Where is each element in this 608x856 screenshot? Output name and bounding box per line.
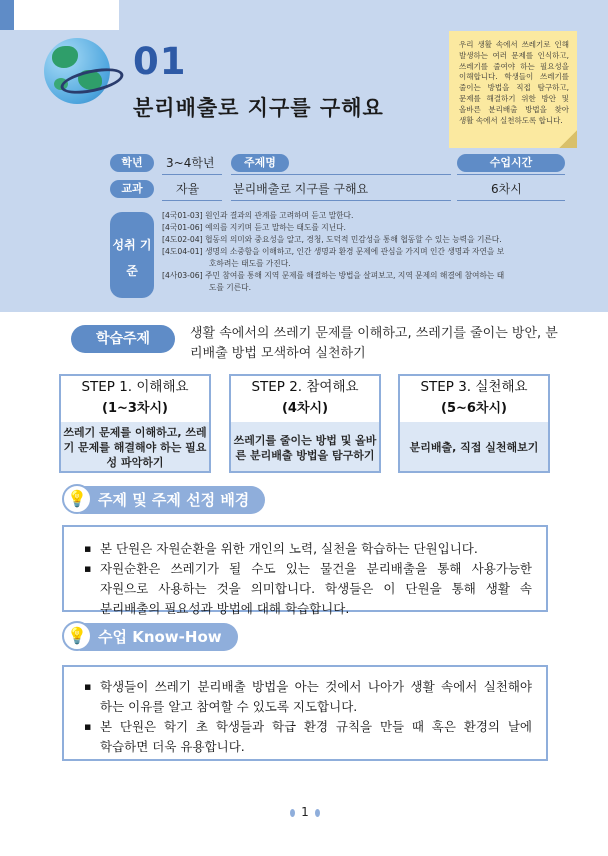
topic-text: 생활 속에서의 쓰레기 문제를 이해하고, 쓰레기를 줄이는 방안, 분리배출 방법 모색하여 실천하기: [190, 326, 558, 361]
step-sessions: (1~3차시): [102, 401, 168, 416]
step-card: [398, 374, 550, 473]
step-title: STEP 3. 실천해요: [420, 379, 528, 395]
knowhow-heading-text: 수업 Know-How: [80, 623, 238, 651]
background-heading-text: 주제 및 주제 선정 배경: [80, 486, 265, 514]
sticky-note: 우리 생활 속에서 쓰레기로 인해 발생하는 여러 문제를 인식하고, 쓰레기를 줄여야 하는 필요성을 이해합니다. 학생들이 쓰레기를 줄이는 방법을 직접 탐구하고, 문제를 해결하기 위한 방안 및 올바른 분리배출 방법을 찾아 생활 속에서 실천하도록 합니다.: [449, 31, 577, 148]
divider: [457, 200, 565, 201]
knowhow-box: [62, 665, 548, 761]
grade-label: 학년: [110, 154, 154, 172]
standard-item: 도를 기른다.: [209, 283, 252, 292]
list-item: ▪ 자원순환은 쓰레기가 될 수도 있는 물건을 분리배출을 통해 사용가능한 자원으로 사용하는 것을 의미합니다. 학생들은 이 단원을 통해 생활 속 분리배출의 필요성과 방법에 대해 학습합니다.: [84, 559, 532, 619]
step-sessions: (4차시): [281, 401, 329, 416]
standard-item: 호하려는 태도를 가진다.: [209, 259, 291, 268]
theme-value: 분리배출로 지구를 구해요: [233, 182, 369, 196]
sticky-note-fold: [559, 130, 577, 148]
divider: [162, 200, 222, 201]
step-title: STEP 1. 이해해요: [81, 379, 189, 395]
theme-label: 주제명: [231, 154, 289, 172]
step-desc: 쓰레기 문제를 이해하고, 쓰레기 문제를 해결해야 하는 필요성 파악하기: [61, 422, 209, 471]
lightbulb-icon: 💡: [62, 484, 92, 514]
subject-value: 자율: [176, 182, 200, 196]
topic-label: 학습주제: [71, 325, 175, 353]
list-item: ▪ 본 단원은 학기 초 학생들과 학급 환경 규칙을 만들 때 혹은 환경의 날에 학습하면 더욱 유용합니다.: [84, 717, 532, 757]
page-dot-icon: [290, 809, 295, 817]
page-number-text: 1: [301, 805, 309, 819]
standard-item: [4국01-06] 예의를 지키며 듣고 말하는 태도를 지닌다.: [162, 223, 347, 232]
step-title: STEP 2. 참여해요: [251, 379, 359, 395]
divider: [231, 174, 451, 175]
background-heading: [62, 486, 292, 514]
standard-item: [4도02-04] 협동의 의미와 중요성을 알고, 경청, 도덕적 민감성을 통해 협동할 수 있는 능력을 기른다.: [162, 235, 502, 244]
corner-notch: [14, 0, 119, 30]
list-item: ▪ 본 단원은 자원순환을 위한 개인의 노력, 실천을 학습하는 단원입니다.: [84, 539, 532, 559]
divider: [231, 200, 451, 201]
page-dot-icon: [315, 809, 320, 817]
subject-label: 교과: [110, 180, 154, 198]
divider: [162, 174, 222, 175]
standard-item: [4사03-06] 주민 참여를 통해 지역 문제를 해결하는 방법을 살펴보고, 지역 문제의 해결에 참여하는 태: [162, 271, 505, 280]
standards-label: 성취 기준: [110, 212, 154, 298]
step-desc: 쓰레기를 줄이는 방법 및 올바른 분리배출 방법을 탐구하기: [231, 422, 379, 471]
hours-label: 수업시간: [457, 154, 565, 172]
unit-number: 01: [133, 40, 187, 83]
step-card: [229, 374, 381, 473]
knowhow-heading: [62, 623, 252, 651]
divider: [457, 174, 565, 175]
standard-item: [4국01-03] 원인과 결과의 관계를 고려하며 듣고 말한다.: [162, 211, 354, 220]
hours-value: 6차시: [491, 182, 522, 196]
grade-value: 3~4학년: [166, 156, 215, 170]
step-sessions: (5~6차시): [441, 401, 507, 416]
page-title: 분리배출로 지구를 구해요: [133, 96, 384, 120]
step-card: [59, 374, 211, 473]
list-item: ▪ 학생들이 쓰레기 분리배출 방법을 아는 것에서 나아가 생활 속에서 실천해야 하는 이유를 알고 참여할 수 있도록 지도합니다.: [84, 677, 532, 717]
page-number: [283, 805, 327, 819]
background-box: [62, 525, 548, 616]
standard-item: [4도04-01] 생명의 소중함을 이해하고, 인간 생명과 환경 문제에 관심을 가지며 인간 생명과 자연을 보: [162, 247, 505, 256]
step-desc: 분리배출, 직접 실천해보기: [400, 422, 548, 471]
lightbulb-icon: 💡: [62, 621, 92, 651]
corner-tab: [0, 0, 14, 30]
standards-list: [162, 210, 572, 294]
